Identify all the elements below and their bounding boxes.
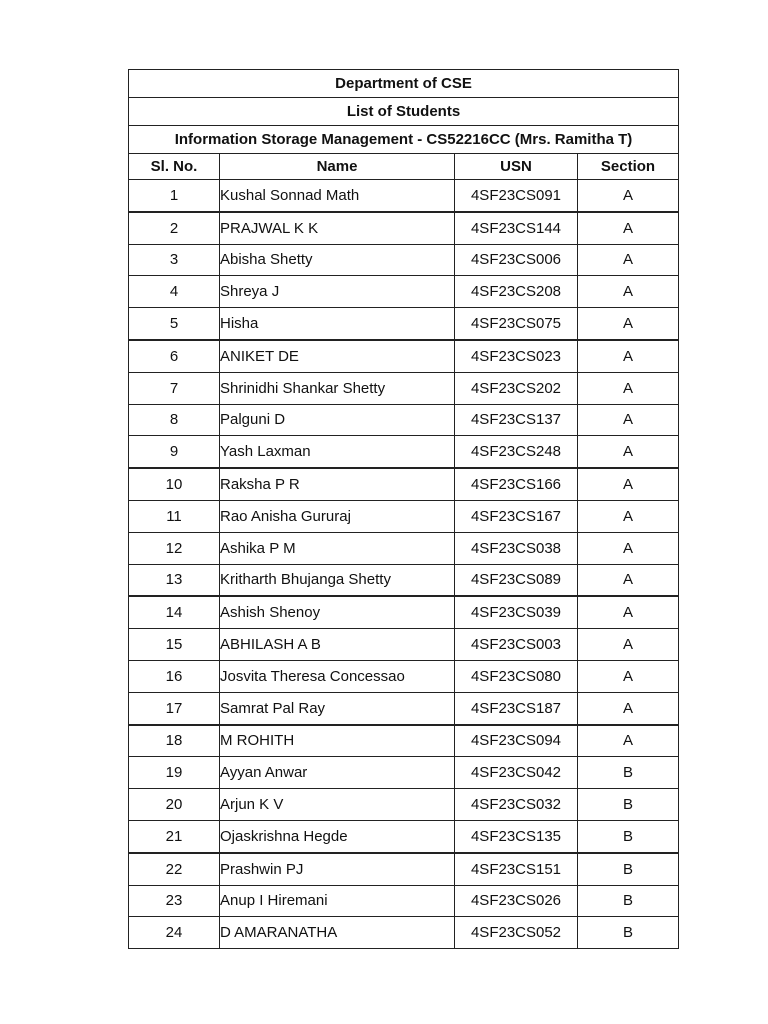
cell-name: Raksha P R [220, 468, 455, 500]
cell-usn: 4SF23CS094 [455, 725, 578, 757]
cell-usn: 4SF23CS023 [455, 340, 578, 372]
cell-usn: 4SF23CS075 [455, 308, 578, 340]
table-row [129, 692, 679, 724]
cell-usn: 4SF23CS208 [455, 276, 578, 308]
cell-sl-no: 20 [129, 789, 220, 821]
cell-sl-no: 4 [129, 276, 220, 308]
cell-name: Prashwin PJ [220, 853, 455, 885]
cell-section: A [578, 340, 679, 372]
cell-name: Arjun K V [220, 789, 455, 821]
cell-name: ABHILASH A B [220, 629, 455, 661]
cell-name: Hisha [220, 308, 455, 340]
cell-name: M ROHITH [220, 725, 455, 757]
table-row [129, 532, 679, 564]
cell-sl-no: 15 [129, 629, 220, 661]
table-row [129, 340, 679, 372]
cell-sl-no: 3 [129, 244, 220, 276]
cell-sl-no: 1 [129, 180, 220, 212]
column-header-row [129, 154, 679, 180]
cell-sl-no: 23 [129, 885, 220, 917]
column-header-sl-no: Sl. No. [129, 154, 220, 180]
cell-sl-no: 6 [129, 340, 220, 372]
cell-name: Rao Anisha Gururaj [220, 500, 455, 532]
cell-usn: 4SF23CS042 [455, 757, 578, 789]
cell-usn: 4SF23CS091 [455, 180, 578, 212]
cell-name: Kushal Sonnad Math [220, 180, 455, 212]
table-row [129, 276, 679, 308]
cell-usn: 4SF23CS038 [455, 532, 578, 564]
table-row [129, 180, 679, 212]
cell-name: Ashish Shenoy [220, 596, 455, 628]
cell-usn: 4SF23CS144 [455, 212, 578, 244]
table-row [129, 789, 679, 821]
cell-sl-no: 13 [129, 564, 220, 596]
cell-sl-no: 9 [129, 436, 220, 468]
cell-name: D AMARANATHA [220, 917, 455, 949]
cell-sl-no: 21 [129, 820, 220, 852]
table-row [129, 725, 679, 757]
table-body [129, 70, 679, 949]
cell-section: A [578, 212, 679, 244]
cell-usn: 4SF23CS039 [455, 596, 578, 628]
cell-name: Shreya J [220, 276, 455, 308]
cell-usn: 4SF23CS032 [455, 789, 578, 821]
cell-usn: 4SF23CS248 [455, 436, 578, 468]
cell-section: A [578, 436, 679, 468]
cell-usn: 4SF23CS202 [455, 372, 578, 404]
cell-name: Shrinidhi Shankar Shetty [220, 372, 455, 404]
cell-name: Samrat Pal Ray [220, 692, 455, 724]
cell-sl-no: 2 [129, 212, 220, 244]
table-row [129, 917, 679, 949]
cell-usn: 4SF23CS166 [455, 468, 578, 500]
cell-section: A [578, 276, 679, 308]
table-row [129, 468, 679, 500]
cell-section: A [578, 629, 679, 661]
cell-section: B [578, 757, 679, 789]
cell-sl-no: 8 [129, 404, 220, 436]
list-title-row [129, 98, 679, 126]
cell-usn: 4SF23CS135 [455, 820, 578, 852]
cell-section: A [578, 532, 679, 564]
cell-section: A [578, 596, 679, 628]
table-row [129, 212, 679, 244]
cell-sl-no: 18 [129, 725, 220, 757]
cell-name: Ashika P M [220, 532, 455, 564]
cell-section: B [578, 917, 679, 949]
cell-name: Yash Laxman [220, 436, 455, 468]
cell-name: PRAJWAL K K [220, 212, 455, 244]
cell-section: A [578, 500, 679, 532]
cell-name: Ayyan Anwar [220, 757, 455, 789]
cell-usn: 4SF23CS167 [455, 500, 578, 532]
table-row [129, 500, 679, 532]
cell-usn: 4SF23CS137 [455, 404, 578, 436]
table-row [129, 757, 679, 789]
table-row [129, 885, 679, 917]
column-header-name: Name [220, 154, 455, 180]
cell-usn: 4SF23CS187 [455, 692, 578, 724]
cell-usn: 4SF23CS003 [455, 629, 578, 661]
cell-sl-no: 22 [129, 853, 220, 885]
cell-sl-no: 12 [129, 532, 220, 564]
table-row [129, 308, 679, 340]
cell-usn: 4SF23CS080 [455, 660, 578, 692]
cell-usn: 4SF23CS026 [455, 885, 578, 917]
table-row [129, 404, 679, 436]
cell-section: B [578, 820, 679, 852]
table-row [129, 372, 679, 404]
cell-usn: 4SF23CS089 [455, 564, 578, 596]
table-row [129, 596, 679, 628]
cell-sl-no: 24 [129, 917, 220, 949]
cell-sl-no: 19 [129, 757, 220, 789]
cell-section: B [578, 789, 679, 821]
cell-section: A [578, 692, 679, 724]
cell-usn: 4SF23CS006 [455, 244, 578, 276]
cell-name: Kritharth Bhujanga Shetty [220, 564, 455, 596]
cell-section: B [578, 885, 679, 917]
cell-section: A [578, 372, 679, 404]
table-row [129, 564, 679, 596]
column-header-usn: USN [455, 154, 578, 180]
course-row [129, 126, 679, 154]
table-row [129, 436, 679, 468]
cell-name: ANIKET DE [220, 340, 455, 372]
cell-sl-no: 14 [129, 596, 220, 628]
department-row [129, 70, 679, 98]
cell-name: Anup I Hiremani [220, 885, 455, 917]
cell-name: Josvita Theresa Concessao [220, 660, 455, 692]
cell-usn: 4SF23CS151 [455, 853, 578, 885]
course-title: Information Storage Management - CS52216CC (Mrs. Ramitha T) [129, 126, 679, 154]
table-row [129, 660, 679, 692]
list-title: List of Students [129, 98, 679, 126]
cell-name: Abisha Shetty [220, 244, 455, 276]
department-title: Department of CSE [129, 70, 679, 98]
table-row [129, 820, 679, 852]
cell-name: Ojaskrishna Hegde [220, 820, 455, 852]
cell-sl-no: 5 [129, 308, 220, 340]
cell-section: A [578, 468, 679, 500]
cell-section: A [578, 244, 679, 276]
table-row [129, 853, 679, 885]
cell-name: Palguni D [220, 404, 455, 436]
cell-sl-no: 16 [129, 660, 220, 692]
cell-section: A [578, 404, 679, 436]
table-row [129, 629, 679, 661]
cell-section: A [578, 564, 679, 596]
cell-usn: 4SF23CS052 [455, 917, 578, 949]
student-list-table [128, 69, 679, 949]
cell-section: A [578, 180, 679, 212]
cell-section: A [578, 308, 679, 340]
cell-section: B [578, 853, 679, 885]
cell-sl-no: 7 [129, 372, 220, 404]
cell-sl-no: 17 [129, 692, 220, 724]
column-header-section: Section [578, 154, 679, 180]
table-row [129, 244, 679, 276]
cell-sl-no: 10 [129, 468, 220, 500]
cell-sl-no: 11 [129, 500, 220, 532]
cell-section: A [578, 725, 679, 757]
cell-section: A [578, 660, 679, 692]
